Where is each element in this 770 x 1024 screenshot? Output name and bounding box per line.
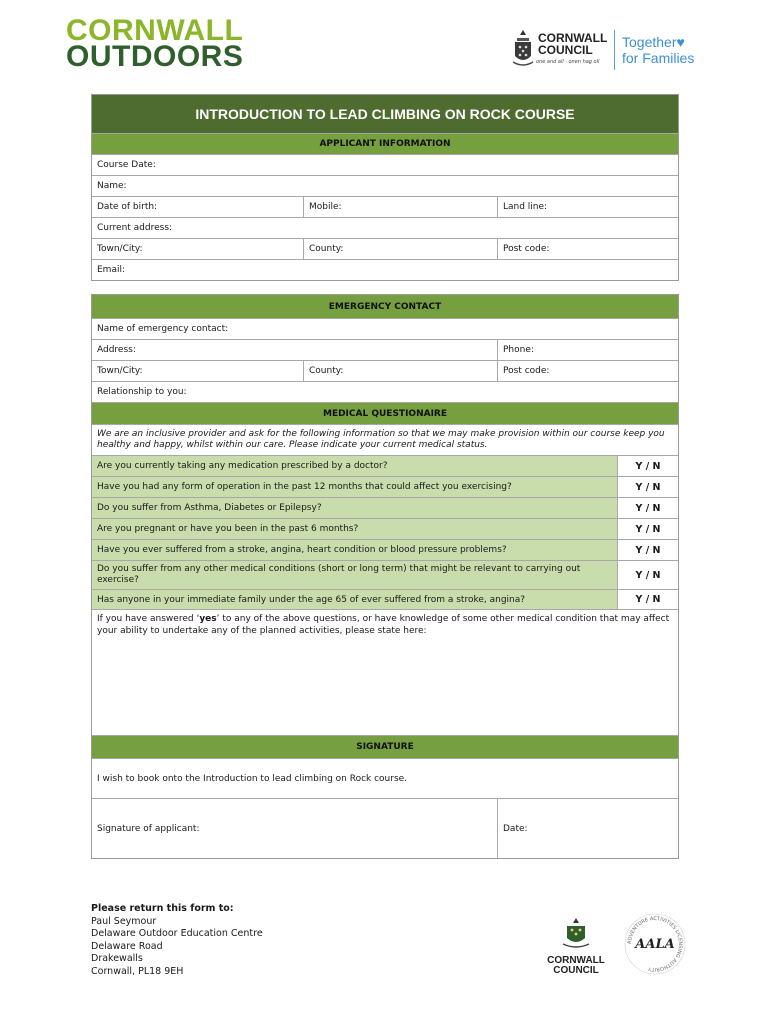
applicant-form <box>91 94 679 281</box>
signature-field[interactable]: Signature of applicant: <box>97 823 200 834</box>
cornwall-council-logo <box>512 30 612 70</box>
town-field[interactable]: Town/City: <box>97 244 143 254</box>
cornwall-outdoors-logo <box>66 14 244 73</box>
signature-heading: SIGNATURE <box>92 736 678 758</box>
course-date-field[interactable]: Course Date: <box>97 160 156 170</box>
name-row[interactable] <box>92 175 678 196</box>
medical-details-row[interactable] <box>92 609 678 735</box>
mobile-field[interactable]: Mobile: <box>303 197 497 217</box>
medical-question-text: Do you suffer from any other medical conditions (short or long term) that might be relevant to carrying out exercise? <box>92 561 617 589</box>
emergency-county-field[interactable]: County: <box>303 361 497 381</box>
emergency-address-row <box>92 339 678 360</box>
emergency-name-field[interactable]: Name of emergency contact: <box>97 324 229 334</box>
council-motto: one and all · onen hag oll <box>536 59 600 65</box>
landline-field[interactable]: Land line: <box>497 197 678 217</box>
emergency-heading-row <box>92 295 678 318</box>
medical-answer-yn[interactable]: Y / N <box>617 498 678 518</box>
form-title: INTRODUCTION TO LEAD CLIMBING ON ROCK COURSE <box>92 95 678 133</box>
council-name: CORNWALL COUNCIL <box>538 31 608 57</box>
medical-details-field[interactable] <box>92 610 678 735</box>
date-field[interactable]: Date: <box>497 799 678 858</box>
emergency-address-field[interactable]: Address: <box>97 345 136 355</box>
medical-answer-yn[interactable]: Y / N <box>617 561 678 589</box>
medical-answer-yn[interactable]: Y / N <box>617 590 678 609</box>
medical-question-text: Have you ever suffered from a stroke, angina, heart condition or blood pressure problems? <box>92 540 617 560</box>
emergency-name-row[interactable] <box>92 318 678 339</box>
medical-question-row <box>92 476 678 497</box>
return-line: Drakewalls <box>91 953 143 965</box>
medical-question-text: Are you currently taking any medication prescribed by a doctor? <box>92 456 617 476</box>
medical-answer-yn[interactable]: Y / N <box>617 519 678 539</box>
applicant-heading: APPLICANT INFORMATION <box>92 134 678 154</box>
return-address <box>91 903 263 979</box>
medical-question-row <box>92 539 678 560</box>
medical-answer-yn[interactable]: Y / N <box>617 477 678 497</box>
relationship-row[interactable] <box>92 381 678 402</box>
emergency-medical-form <box>91 294 679 859</box>
medical-question-row <box>92 560 678 589</box>
crest-icon <box>512 30 534 68</box>
heart-icon: ♥ <box>676 34 685 50</box>
logo-divider <box>614 30 615 70</box>
address-row[interactable] <box>92 217 678 238</box>
relationship-field[interactable]: Relationship to you: <box>97 387 187 397</box>
return-line: Delaware Outdoor Education Centre <box>91 928 263 940</box>
medical-question-row <box>92 589 678 609</box>
dob-field[interactable]: Date of birth: <box>97 202 158 212</box>
applicant-heading-row <box>92 133 678 154</box>
emergency-postcode-field[interactable]: Post code: <box>497 361 678 381</box>
brand-line1: CORNWALL <box>66 14 244 47</box>
medical-answer-yn[interactable]: Y / N <box>617 540 678 560</box>
footer-council-logo <box>546 918 606 974</box>
address-field[interactable]: Current address: <box>97 223 173 233</box>
emergency-heading: EMERGENCY CONTACT <box>92 295 678 318</box>
footer-council-name: CORNWALL COUNCIL <box>547 955 605 976</box>
return-line: Delaware Road <box>91 940 163 952</box>
return-line: Paul Seymour <box>91 915 157 927</box>
form-title-row <box>92 95 678 133</box>
signature-statement: I wish to book onto the Introduction to lead climbing on Rock course. <box>97 773 408 784</box>
medical-heading: MEDICAL QUESTIONAIRE <box>92 403 678 424</box>
emergency-town-field[interactable]: Town/City: <box>97 366 143 376</box>
county-field[interactable]: County: <box>303 239 497 259</box>
emergency-phone-field[interactable]: Phone: <box>497 340 678 360</box>
emergency-town-row <box>92 360 678 381</box>
medical-question-text: Has anyone in your immediate family under the age 65 of ever suffered from a stroke, angina? <box>92 590 617 609</box>
brand-line2: OUTDOORS <box>66 40 244 73</box>
course-date-row[interactable] <box>92 154 678 175</box>
email-row[interactable] <box>92 259 678 280</box>
medical-question-text: Do you suffer from Asthma, Diabetes or Epilepsy? <box>92 498 617 518</box>
together-for-families-logo: Together♥ for Families <box>622 34 695 66</box>
signature-row <box>92 798 678 858</box>
medical-question-text: Have you had any form of operation in the past 12 months that could affect you exercising? <box>92 477 617 497</box>
aala-logo <box>623 912 687 976</box>
medical-heading-row <box>92 402 678 424</box>
crest-icon <box>562 918 590 950</box>
medical-question-row <box>92 518 678 539</box>
return-heading: Please return this form to: <box>91 903 234 914</box>
aala-ring-text: ADVENTURE ACTIVITIES LICENSING AUTHORITY <box>626 915 684 973</box>
town-row <box>92 238 678 259</box>
medical-intro-row <box>92 424 678 455</box>
return-line: Cornwall, PL18 9EH <box>91 965 184 977</box>
medical-question-row <box>92 455 678 476</box>
medical-note: If you have answered ‘yes’ to any of the above questions, or have knowledge of some other medical condition that may affect your ability to undertake any of the planned activities, please state here: <box>97 614 670 636</box>
signature-heading-row <box>92 735 678 758</box>
dob-row <box>92 196 678 217</box>
signature-statement-row <box>92 758 678 798</box>
medical-question-text: Are you pregnant or have you been in the past 6 months? <box>92 519 617 539</box>
medical-question-row <box>92 497 678 518</box>
postcode-field[interactable]: Post code: <box>497 239 678 259</box>
aala-text: AALA <box>635 937 675 952</box>
medical-answer-yn[interactable]: Y / N <box>617 456 678 476</box>
name-field[interactable]: Name: <box>97 181 127 191</box>
medical-intro: We are an inclusive provider and ask for the following information so that we may make provision within our course keep you healthy and happy, whilst within our care. Please indicate your current medical status. <box>97 428 665 450</box>
email-field[interactable]: Email: <box>97 265 126 275</box>
